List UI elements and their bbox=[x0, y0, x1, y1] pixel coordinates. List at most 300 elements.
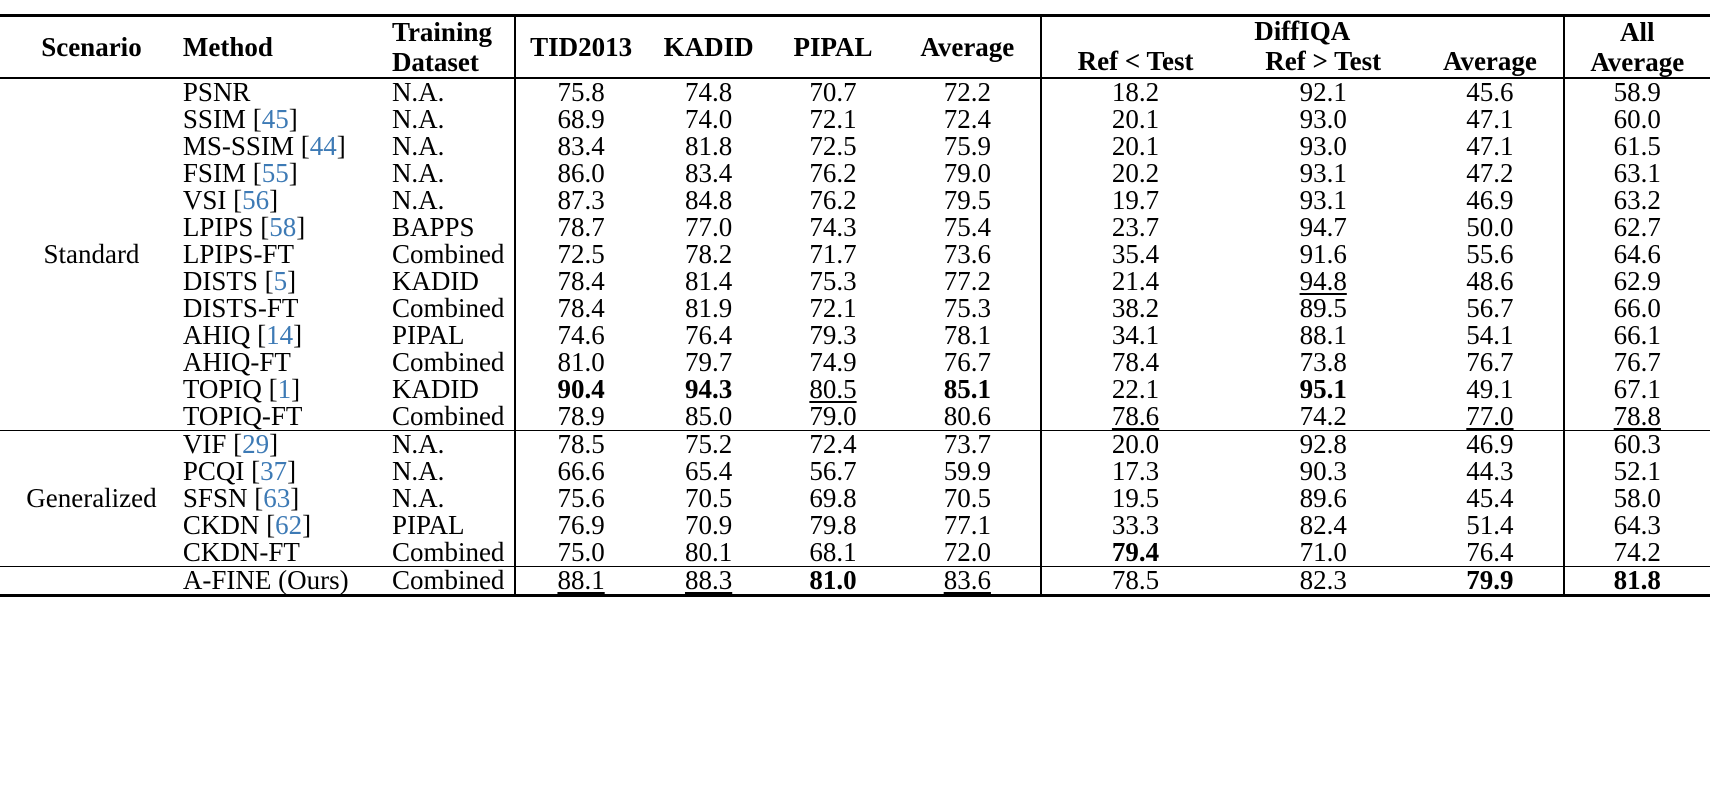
table-row bbox=[0, 512, 1710, 539]
cell-ref-lt-test bbox=[1041, 458, 1229, 485]
metric-value: 88.1 bbox=[1299, 320, 1347, 351]
metric-value: 93.1 bbox=[1299, 185, 1347, 216]
results-table bbox=[0, 14, 1710, 597]
metric-value: 94.8 bbox=[1299, 266, 1347, 297]
cell-method bbox=[183, 567, 392, 596]
cell-ref-gt-test bbox=[1229, 403, 1417, 431]
metric-value: 51.4 bbox=[1466, 510, 1514, 541]
table-row bbox=[0, 322, 1710, 349]
table-row bbox=[0, 295, 1710, 322]
metric-value: 94.3 bbox=[684, 374, 733, 405]
cell-all-average bbox=[1564, 133, 1710, 160]
header-all-average bbox=[1564, 17, 1710, 78]
cell-pipal bbox=[771, 79, 894, 106]
cell-method bbox=[183, 376, 392, 403]
cell-scenario: Generalized bbox=[26, 483, 157, 514]
metric-value: 78.2 bbox=[684, 239, 733, 270]
metric-value: 79.7 bbox=[684, 347, 733, 378]
cell-tid2013 bbox=[515, 403, 646, 431]
citation-bracket-open: [ bbox=[266, 510, 276, 541]
table-row bbox=[0, 485, 1710, 512]
metric-value: 74.0 bbox=[684, 104, 733, 135]
metric-value: 93.0 bbox=[1299, 131, 1347, 162]
cell-method bbox=[183, 187, 392, 214]
cell-ref-lt-test bbox=[1041, 133, 1229, 160]
method-name: SFSN bbox=[182, 483, 255, 514]
metric-value: 79.3 bbox=[809, 320, 857, 351]
metric-value: 17.3 bbox=[1111, 456, 1160, 487]
cell-diffiqa-average bbox=[1417, 133, 1563, 160]
metric-value: 35.4 bbox=[1111, 239, 1160, 270]
cell-tid2013 bbox=[515, 349, 646, 376]
cell-all-average bbox=[1564, 539, 1710, 567]
metric-value: 76.9 bbox=[557, 510, 605, 541]
metric-value: 82.3 bbox=[1299, 565, 1347, 596]
citation-bracket-open: [ bbox=[252, 158, 262, 189]
cell-pipal bbox=[771, 160, 894, 187]
table-row bbox=[0, 376, 1710, 403]
metric-value: 79.8 bbox=[809, 510, 857, 541]
metric-value: 76.4 bbox=[684, 320, 733, 351]
metric-value: 94.7 bbox=[1299, 212, 1347, 243]
metric-value: 72.1 bbox=[809, 293, 857, 324]
metric-value: 76.2 bbox=[809, 185, 857, 216]
cell-all-average bbox=[1564, 403, 1710, 431]
cell-kadid bbox=[646, 106, 771, 133]
citation-bracket-close: ] bbox=[290, 483, 300, 514]
cell-diffiqa-average bbox=[1417, 458, 1563, 485]
header-ref-gt-test: Ref > Test bbox=[1265, 46, 1382, 77]
metric-value: 81.8 bbox=[1613, 565, 1661, 596]
citation-bracket-close: ] bbox=[293, 320, 303, 351]
metric-value: 78.1 bbox=[943, 320, 991, 351]
metric-value: 38.2 bbox=[1111, 293, 1160, 324]
cell-pipal bbox=[771, 567, 894, 596]
cell-training-dataset: Combined bbox=[391, 293, 505, 324]
metric-value: 19.5 bbox=[1111, 483, 1160, 514]
metric-value: 85.1 bbox=[943, 374, 991, 405]
cell-diffiqa-average bbox=[1417, 567, 1563, 596]
table-row bbox=[0, 567, 1710, 596]
cell-all-average bbox=[1564, 160, 1710, 187]
cell-ref-lt-test bbox=[1041, 567, 1229, 596]
metric-value: 83.6 bbox=[943, 565, 991, 596]
metric-value: 70.7 bbox=[809, 77, 857, 108]
header-average: Average bbox=[920, 32, 1015, 63]
metric-value: 74.6 bbox=[557, 320, 605, 351]
table-row bbox=[0, 431, 1710, 458]
metric-value: 95.1 bbox=[1299, 374, 1347, 405]
cell-kadid bbox=[646, 539, 771, 567]
metric-value: 79.9 bbox=[1466, 565, 1514, 596]
cell-kadid bbox=[646, 268, 771, 295]
metric-value: 76.7 bbox=[1466, 347, 1514, 378]
metric-value: 47.1 bbox=[1466, 131, 1514, 162]
metric-value: 78.5 bbox=[557, 429, 605, 460]
cell-ref-lt-test bbox=[1041, 106, 1229, 133]
cell-training-dataset: KADID bbox=[391, 374, 479, 405]
cell-pipal bbox=[771, 187, 894, 214]
metric-value: 60.0 bbox=[1613, 104, 1661, 135]
method-name: LPIPS-FT bbox=[182, 239, 294, 270]
header-scenario: Scenario bbox=[41, 32, 142, 63]
cell-method bbox=[183, 322, 392, 349]
citation-bracket-close: ] bbox=[291, 374, 301, 405]
metric-value: 78.7 bbox=[557, 212, 605, 243]
cell-training-dataset: Combined bbox=[391, 537, 505, 568]
metric-value: 54.1 bbox=[1466, 320, 1514, 351]
cell-ref-gt-test bbox=[1229, 295, 1417, 322]
cell-kadid bbox=[646, 187, 771, 214]
cell-kadid bbox=[646, 241, 771, 268]
header-ref-lt-test: Ref < Test bbox=[1041, 45, 1229, 78]
metric-value: 20.1 bbox=[1111, 131, 1160, 162]
citation-link[interactable]: 5 bbox=[273, 266, 288, 297]
metric-value: 91.6 bbox=[1299, 239, 1347, 270]
cell-all-average bbox=[1564, 268, 1710, 295]
cell-ref-gt-test bbox=[1229, 512, 1417, 539]
metric-value: 78.8 bbox=[1613, 401, 1661, 432]
citation-bracket-open: [ bbox=[233, 185, 243, 216]
cell-pipal bbox=[771, 539, 894, 567]
header-group-row bbox=[0, 17, 1710, 45]
cell-pipal bbox=[771, 349, 894, 376]
cell-ref-lt-test bbox=[1041, 512, 1229, 539]
metric-value: 79.4 bbox=[1111, 537, 1160, 568]
cell-average bbox=[895, 485, 1041, 512]
metric-value: 23.7 bbox=[1111, 212, 1160, 243]
cell-ref-gt-test bbox=[1229, 349, 1417, 376]
header-diffiqa-group: DiffIQA bbox=[1041, 17, 1564, 45]
cell-tid2013 bbox=[515, 431, 646, 458]
table-row bbox=[0, 79, 1710, 106]
metric-value: 50.0 bbox=[1466, 212, 1514, 243]
cell-all-average bbox=[1564, 322, 1710, 349]
cell-ref-gt-test bbox=[1229, 458, 1417, 485]
cell-tid2013 bbox=[515, 133, 646, 160]
citation-bracket-open: [ bbox=[260, 212, 270, 243]
metric-value: 55.6 bbox=[1466, 239, 1514, 270]
method-name: DISTS bbox=[182, 266, 265, 297]
cell-kadid bbox=[646, 403, 771, 431]
metric-value: 78.9 bbox=[557, 401, 605, 432]
cell-average bbox=[895, 539, 1041, 567]
cell-kadid bbox=[646, 567, 771, 596]
header-all-average-line2: Average bbox=[1590, 47, 1685, 78]
rule-bottom bbox=[0, 596, 1710, 598]
header-training-dataset-line1: Training bbox=[391, 17, 492, 47]
cell-kadid bbox=[646, 79, 771, 106]
metric-value: 68.9 bbox=[557, 104, 605, 135]
metric-value: 88.1 bbox=[557, 565, 605, 596]
metric-value: 72.4 bbox=[943, 104, 991, 135]
cell-pipal bbox=[771, 106, 894, 133]
metric-value: 73.7 bbox=[943, 429, 991, 460]
cell-average bbox=[895, 567, 1041, 596]
metric-value: 63.1 bbox=[1613, 158, 1661, 189]
cell-pipal bbox=[771, 376, 894, 403]
cell-kadid bbox=[646, 160, 771, 187]
method-name: LPIPS bbox=[182, 212, 261, 243]
cell-kadid bbox=[646, 349, 771, 376]
metric-value: 76.7 bbox=[1613, 347, 1661, 378]
metric-value: 93.0 bbox=[1299, 104, 1347, 135]
metric-value: 81.8 bbox=[684, 131, 733, 162]
metric-value: 47.2 bbox=[1466, 158, 1514, 189]
cell-average bbox=[895, 133, 1041, 160]
cell-average bbox=[895, 403, 1041, 431]
cell-tid2013 bbox=[515, 458, 646, 485]
citation-link[interactable]: 44 bbox=[309, 131, 337, 162]
metric-value: 58.0 bbox=[1613, 483, 1661, 514]
cell-method bbox=[183, 106, 392, 133]
cell-ref-lt-test bbox=[1041, 322, 1229, 349]
cell-tid2013 bbox=[515, 241, 646, 268]
cell-diffiqa-average bbox=[1417, 403, 1563, 431]
metric-value: 66.1 bbox=[1613, 320, 1661, 351]
metric-value: 20.1 bbox=[1111, 104, 1160, 135]
cell-kadid bbox=[646, 322, 771, 349]
method-name: PCQI bbox=[182, 456, 252, 487]
citation-link[interactable]: 37 bbox=[260, 456, 288, 487]
cell-method bbox=[183, 214, 392, 241]
citation-bracket-close: ] bbox=[287, 456, 297, 487]
table-row bbox=[0, 187, 1710, 214]
cell-tid2013 bbox=[515, 187, 646, 214]
header-kadid: KADID bbox=[663, 32, 754, 63]
cell-ref-gt-test bbox=[1229, 567, 1417, 596]
metric-value: 93.1 bbox=[1299, 158, 1347, 189]
cell-tid2013 bbox=[515, 485, 646, 512]
table-row bbox=[0, 268, 1710, 295]
header-pipal: PIPAL bbox=[793, 32, 873, 63]
cell-ref-gt-test bbox=[1229, 485, 1417, 512]
cell-ref-lt-test bbox=[1041, 187, 1229, 214]
citation-link[interactable]: 56 bbox=[242, 185, 270, 216]
metric-value: 63.2 bbox=[1613, 185, 1661, 216]
cell-method bbox=[183, 295, 392, 322]
metric-value: 74.9 bbox=[809, 347, 857, 378]
cell-training-dataset: PIPAL bbox=[391, 320, 465, 351]
cell-ref-lt-test bbox=[1041, 79, 1229, 106]
cell-ref-lt-test bbox=[1041, 485, 1229, 512]
metric-value: 18.2 bbox=[1111, 77, 1160, 108]
cell-diffiqa-average bbox=[1417, 295, 1563, 322]
method-name: DISTS-FT bbox=[182, 293, 299, 324]
metric-value: 66.6 bbox=[557, 456, 605, 487]
citation-bracket-close: ] bbox=[269, 185, 279, 216]
cell-training-dataset: N.A. bbox=[391, 131, 445, 162]
method-name: MS-SSIM bbox=[182, 131, 301, 162]
cell-pipal bbox=[771, 458, 894, 485]
cell-ref-lt-test bbox=[1041, 295, 1229, 322]
cell-pipal bbox=[771, 295, 894, 322]
metric-value: 77.1 bbox=[943, 510, 991, 541]
cell-all-average bbox=[1564, 512, 1710, 539]
citation-link[interactable]: 63 bbox=[263, 483, 291, 514]
cell-method bbox=[183, 268, 392, 295]
cell-tid2013 bbox=[515, 512, 646, 539]
cell-average bbox=[895, 295, 1041, 322]
metric-value: 19.7 bbox=[1111, 185, 1160, 216]
cell-average bbox=[895, 79, 1041, 106]
method-name: CKDN-FT bbox=[182, 537, 300, 568]
cell-all-average bbox=[1564, 106, 1710, 133]
metric-value: 78.4 bbox=[1111, 347, 1160, 378]
cell-all-average bbox=[1564, 295, 1710, 322]
cell-kadid bbox=[646, 133, 771, 160]
method-name: VSI bbox=[182, 185, 234, 216]
citation-link[interactable]: 1 bbox=[277, 374, 292, 405]
metric-value: 86.0 bbox=[557, 158, 605, 189]
cell-pipal bbox=[771, 268, 894, 295]
cell-average bbox=[895, 349, 1041, 376]
metric-value: 33.3 bbox=[1111, 510, 1160, 541]
cell-tid2013 bbox=[515, 106, 646, 133]
metric-value: 77.0 bbox=[1466, 401, 1514, 432]
cell-ref-gt-test bbox=[1229, 214, 1417, 241]
table-row bbox=[0, 458, 1710, 485]
header-training-dataset bbox=[392, 17, 515, 78]
citation-bracket-close: ] bbox=[288, 158, 298, 189]
cell-ref-gt-test bbox=[1229, 133, 1417, 160]
citation-link[interactable]: 58 bbox=[269, 212, 297, 243]
cell-ref-gt-test bbox=[1229, 539, 1417, 567]
cell-pipal bbox=[771, 485, 894, 512]
metric-value: 34.1 bbox=[1111, 320, 1160, 351]
method-name: PSNR bbox=[182, 77, 251, 108]
cell-ref-lt-test bbox=[1041, 214, 1229, 241]
cell-average bbox=[895, 268, 1041, 295]
cell-tid2013 bbox=[515, 322, 646, 349]
citation-link[interactable]: 14 bbox=[266, 320, 294, 351]
cell-kadid bbox=[646, 295, 771, 322]
cell-tid2013 bbox=[515, 214, 646, 241]
metric-value: 76.7 bbox=[943, 347, 991, 378]
table-row bbox=[0, 349, 1710, 376]
cell-pipal bbox=[771, 241, 894, 268]
cell-all-average bbox=[1564, 485, 1710, 512]
cell-method bbox=[183, 458, 392, 485]
metric-value: 89.6 bbox=[1299, 483, 1347, 514]
cell-pipal bbox=[771, 512, 894, 539]
metric-value: 71.7 bbox=[809, 239, 857, 270]
cell-training-dataset: N.A. bbox=[391, 429, 445, 460]
method-name: A-FINE (Ours) bbox=[182, 565, 349, 596]
citation-link[interactable]: 45 bbox=[261, 104, 289, 135]
citation-link[interactable]: 62 bbox=[275, 510, 303, 541]
cell-average bbox=[895, 376, 1041, 403]
header-all-average-line1: All bbox=[1620, 17, 1655, 47]
metric-value: 67.1 bbox=[1613, 374, 1661, 405]
metric-value: 68.1 bbox=[809, 537, 857, 568]
cell-kadid bbox=[646, 512, 771, 539]
cell-training-dataset: N.A. bbox=[391, 483, 445, 514]
cell-training-dataset: KADID bbox=[391, 266, 479, 297]
cell-all-average bbox=[1564, 79, 1710, 106]
metric-value: 73.8 bbox=[1299, 347, 1347, 378]
cell-all-average bbox=[1564, 241, 1710, 268]
cell-training-dataset: Combined bbox=[391, 565, 505, 596]
metric-value: 58.9 bbox=[1613, 77, 1661, 108]
cell-diffiqa-average bbox=[1417, 512, 1563, 539]
cell-tid2013 bbox=[515, 295, 646, 322]
method-name: AHIQ bbox=[182, 320, 258, 351]
metric-value: 47.1 bbox=[1466, 104, 1514, 135]
cell-method bbox=[183, 485, 392, 512]
cell-diffiqa-average bbox=[1417, 241, 1563, 268]
cell-diffiqa-average bbox=[1417, 376, 1563, 403]
cell-all-average bbox=[1564, 349, 1710, 376]
cell-tid2013 bbox=[515, 268, 646, 295]
citation-link[interactable]: 29 bbox=[242, 429, 270, 460]
citation-bracket-open: [ bbox=[300, 131, 310, 162]
header-method: Method bbox=[182, 32, 273, 63]
cell-ref-gt-test bbox=[1229, 431, 1417, 458]
metric-value: 72.4 bbox=[809, 429, 857, 460]
metric-value: 90.4 bbox=[557, 374, 605, 405]
metric-value: 80.1 bbox=[684, 537, 733, 568]
cell-diffiqa-average bbox=[1417, 160, 1563, 187]
cell-training-dataset: N.A. bbox=[391, 456, 445, 487]
cell-ref-gt-test bbox=[1229, 187, 1417, 214]
cell-ref-gt-test bbox=[1229, 322, 1417, 349]
cell-tid2013 bbox=[515, 79, 646, 106]
metric-value: 92.1 bbox=[1299, 77, 1347, 108]
citation-bracket-open: [ bbox=[251, 456, 261, 487]
metric-value: 52.1 bbox=[1613, 456, 1661, 487]
metric-value: 70.9 bbox=[684, 510, 733, 541]
method-name: VIF bbox=[182, 429, 234, 460]
metric-value: 75.6 bbox=[557, 483, 605, 514]
metric-value: 78.4 bbox=[557, 266, 605, 297]
cell-diffiqa-average bbox=[1417, 268, 1563, 295]
cell-training-dataset: BAPPS bbox=[391, 212, 475, 243]
metric-value: 64.3 bbox=[1613, 510, 1661, 541]
citation-bracket-close: ] bbox=[288, 104, 298, 135]
metric-value: 69.8 bbox=[809, 483, 857, 514]
cell-diffiqa-average bbox=[1417, 79, 1563, 106]
cell-average bbox=[895, 322, 1041, 349]
cell-method bbox=[183, 160, 392, 187]
citation-bracket-close: ] bbox=[302, 510, 312, 541]
cell-tid2013 bbox=[515, 539, 646, 567]
cell-kadid bbox=[646, 214, 771, 241]
cell-average bbox=[895, 106, 1041, 133]
metric-value: 20.2 bbox=[1111, 158, 1160, 189]
cell-diffiqa-average bbox=[1417, 431, 1563, 458]
cell-ref-lt-test bbox=[1041, 403, 1229, 431]
cell-average bbox=[895, 214, 1041, 241]
metric-value: 89.5 bbox=[1299, 293, 1347, 324]
method-name: AHIQ-FT bbox=[182, 347, 291, 378]
cell-tid2013 bbox=[515, 376, 646, 403]
cell-ref-gt-test bbox=[1229, 79, 1417, 106]
method-name: CKDN bbox=[182, 510, 267, 541]
citation-bracket-open: [ bbox=[233, 429, 243, 460]
metric-value: 70.5 bbox=[684, 483, 733, 514]
header-tid2013: TID2013 bbox=[515, 17, 646, 78]
citation-link[interactable]: 55 bbox=[261, 158, 289, 189]
cell-kadid bbox=[646, 431, 771, 458]
metric-value: 45.4 bbox=[1466, 483, 1514, 514]
metric-value: 60.3 bbox=[1613, 429, 1661, 460]
metric-value: 62.9 bbox=[1613, 266, 1661, 297]
metric-value: 66.0 bbox=[1613, 293, 1661, 324]
cell-diffiqa-average bbox=[1417, 539, 1563, 567]
cell-average bbox=[895, 512, 1041, 539]
cell-tid2013 bbox=[515, 160, 646, 187]
